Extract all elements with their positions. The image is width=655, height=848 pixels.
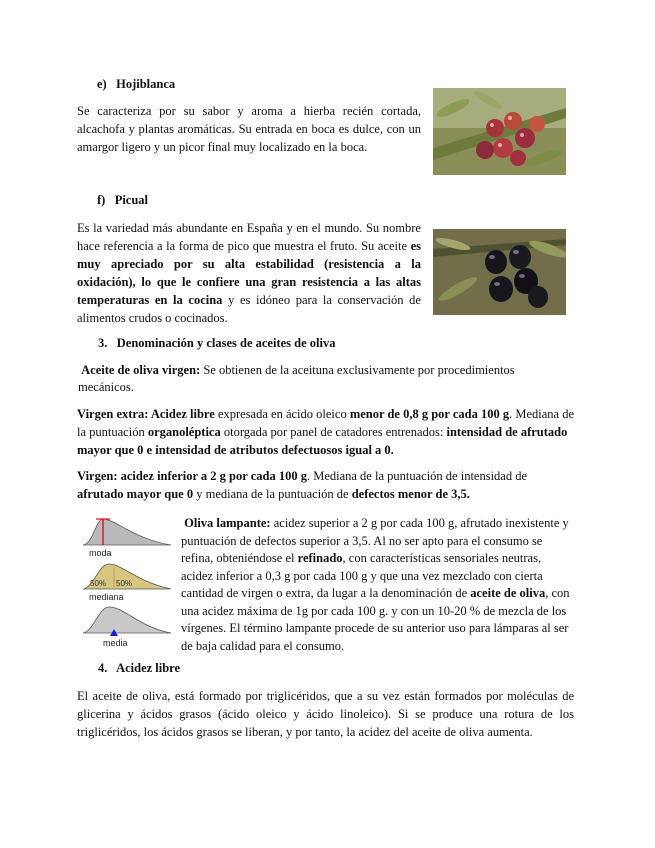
moda-label: moda <box>89 548 112 558</box>
virgen-extra-organoleptica: organoléptica <box>147 425 221 439</box>
section-e-heading <box>97 77 175 92</box>
lampante-label: Oliva lampante: <box>184 516 271 530</box>
lampante-paragraph <box>181 515 574 655</box>
virgen-extra-text-2: . Mediana de la puntuación <box>77 407 574 439</box>
virgen-extra-text-3: otorgada por panel de catadores entrenados: <box>220 425 447 439</box>
section-f-label: f) <box>97 193 106 207</box>
section-3-heading <box>98 336 335 351</box>
virgen-defectos: defectos menor de 3,5. <box>351 487 470 501</box>
virgen-text-1: . Mediana de la puntuación de intensidad de <box>306 469 528 483</box>
aceite-virgen-paragraph <box>78 362 548 396</box>
aceite-virgen-label: Aceite de oliva virgen: <box>81 363 201 377</box>
lampante-text-2: , con características sensoriales neutras, acidez inferior a 0,3 g por cada 100 g y que una vez mezclado con cierta cantidad de virgen o extra, da lugar a la denominación de <box>181 551 543 600</box>
section-4-title: Acidez libre <box>116 661 181 675</box>
virgen-text-2: y mediana de la puntuación de <box>193 487 352 501</box>
lampante-text-3: , con una acidez máxima de 1g por cada 100 g. y con un 10-20 % de mezcla de los vírgenes. El término lampante procede de su anterior uso para lámparas al ser de baja calidad para el consumo. <box>181 586 570 653</box>
section-f-body-1: Es la variedad más abundante en España y en el mundo. Su nombre hace referencia a la forma de pico que muestra el fruto. Su aceite <box>77 221 421 253</box>
section-4-heading <box>98 661 180 676</box>
virgen-label: Virgen: acidez inferior a 2 g por cada 100 g <box>77 469 307 483</box>
pct-left: 50% <box>90 579 107 588</box>
section-f-title: Picual <box>114 193 149 207</box>
virgen-extra-text-1: expresada en ácido oleico <box>214 407 350 421</box>
picual-olives-image <box>433 229 566 315</box>
virgen-extra-acidity: menor de 0,8 g por cada 100 g <box>349 407 510 421</box>
section-e-title: Hojiblanca <box>116 77 176 91</box>
lampante-refinado: refinado <box>297 551 343 565</box>
section-4-number: 4. <box>98 661 108 675</box>
section-f-body <box>77 219 421 327</box>
lampante-aceite-de-oliva: aceite de oliva <box>470 586 546 600</box>
section-3-title: Denominación y clases de aceites de oliva <box>116 336 336 350</box>
distribution-figure <box>79 515 176 650</box>
section-f-body-bold: es muy apreciado por su alta estabilidad (resistencia a la oxidación), lo que le confiere una gran resistencia a las altas temperaturas en la cocina <box>77 239 421 307</box>
hojiblanca-olives-image <box>433 88 566 175</box>
virgen-extra-label: Virgen extra: Acidez libre <box>77 407 215 421</box>
virgen-afrutado: afrutado mayor que 0 <box>77 487 194 501</box>
aceite-virgen-text: Se obtienen de la aceituna exclusivamente por procedimientos mecánicos. <box>78 363 515 394</box>
section-4-body: El aceite de oliva, está formado por triglicéridos, que a su vez están formados por moléculas de glicerina y ácidos grasos (ácido oleico y ácido linoleico). Si se produce una rotura de los triglicéridos, los ácidos grasos se liberan, y por tanto, la acidez del aceite de oliva aumenta. <box>77 689 574 739</box>
virgen-paragraph <box>77 467 575 503</box>
media-label: media <box>103 638 128 648</box>
mediana-label: mediana <box>89 592 124 602</box>
lampante-text-1: acidez superior a 2 g por cada 100 g, afrutado inexistente y puntuación de defectos superior a 3,5. Al no ser apto para el consumo se refina, obteniéndose el <box>181 516 569 565</box>
section-3-number: 3. <box>98 336 108 350</box>
virgen-extra-intensity: intensidad de afrutado mayor que 0 e intensidad de atributos defectuosos igual a 0. <box>77 425 568 457</box>
virgen-extra-paragraph <box>77 405 575 459</box>
section-e-label: e) <box>97 77 107 91</box>
pct-right: 50% <box>116 579 133 588</box>
section-e-body: Se caracteriza por su sabor y aroma a hierba recién cortada, alcachofa y plantas aromáticas. Su entrada en boca es dulce, con un amargor ligero y un picor final muy localizado en la boca. <box>77 104 421 154</box>
section-f-heading <box>97 193 148 208</box>
section-f-body-2: y es idóneo para la conservación de alimentos crudos o cocinados. <box>77 293 421 325</box>
